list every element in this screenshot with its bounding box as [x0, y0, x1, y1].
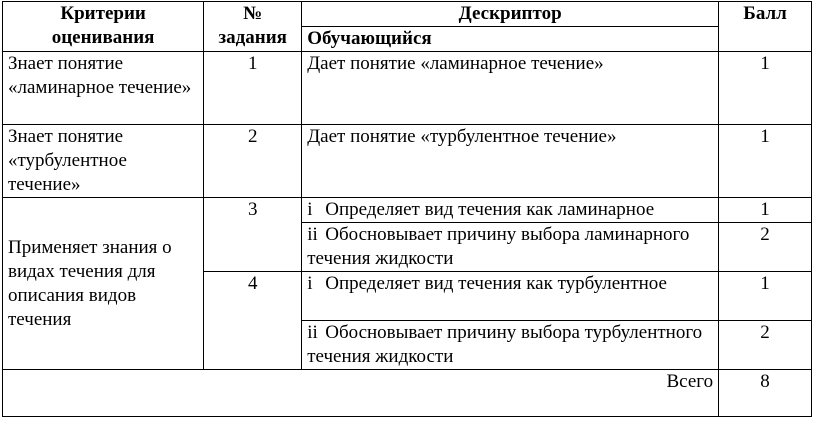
score-cell: 1 [719, 52, 812, 125]
score-cell: 2 [719, 321, 812, 370]
header-task-number: № задания [204, 2, 302, 52]
criterion-cell: Знает понятие «ламинарное течение» [3, 52, 204, 125]
header-row [3, 2, 812, 27]
item-marker: i [307, 199, 313, 220]
descriptor-cell [302, 223, 719, 272]
header-learner: Обучающийся [302, 27, 719, 52]
item-marker: i [307, 273, 313, 294]
criterion-cell: Знает понятие «турбулентное течение» [3, 125, 204, 198]
header-score: Балл [719, 2, 812, 52]
score-cell: 1 [719, 272, 812, 321]
descriptor-text: Определяет вид течения как турбулентное [325, 273, 667, 294]
score-cell: 1 [719, 125, 812, 198]
table-row [3, 52, 812, 125]
task-number-cell: 3 [204, 198, 302, 272]
criterion-cell: Применяет знания о видах течения для описания видов течения [3, 198, 204, 370]
descriptor-cell [302, 198, 719, 223]
descriptor-cell [302, 272, 719, 321]
table-row [3, 125, 812, 198]
task-number-cell: 4 [204, 272, 302, 370]
header-descriptor: Дескриптор [302, 2, 719, 27]
score-cell: 2 [719, 223, 812, 272]
header-criteria: Критерии оценивания [3, 2, 204, 52]
item-marker: ii [307, 224, 318, 245]
total-score: 8 [719, 370, 812, 417]
descriptor-text: Обосновывает причину выбора турбулентного течения жидкости [307, 322, 703, 367]
descriptor-cell: Дает понятие «турбулентное течение» [302, 125, 719, 198]
table-row [3, 198, 812, 223]
descriptor-text: Обосновывает причину выбора ламинарного течения жидкости [307, 224, 690, 269]
total-row [3, 370, 812, 417]
task-number-cell: 1 [204, 52, 302, 125]
total-label: Всего [3, 370, 719, 417]
descriptor-cell: Дает понятие «ламинарное течение» [302, 52, 719, 125]
descriptor-text: Определяет вид течения как ламинарное [325, 199, 655, 220]
score-cell: 1 [719, 198, 812, 223]
descriptor-cell [302, 321, 719, 370]
item-marker: ii [307, 322, 318, 343]
assessment-rubric-table [2, 1, 812, 417]
task-number-cell: 2 [204, 125, 302, 198]
